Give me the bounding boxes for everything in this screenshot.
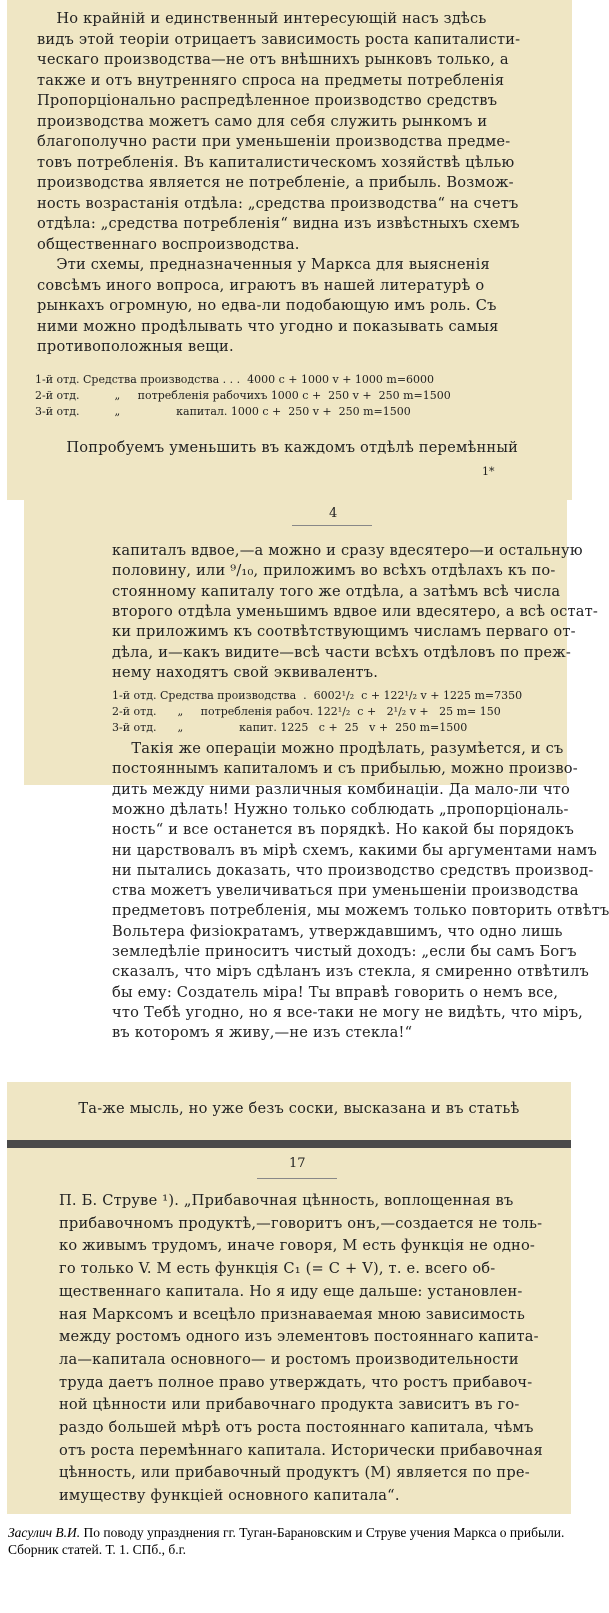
text-line: производства является не потребленіе, а прибыль. Возмож-: [37, 174, 514, 191]
text-line: дѣла, и—какъ видите—всѣ части всѣхъ отдѣловъ по преж-: [112, 643, 571, 661]
text-line: благополучно расти при уменьшеніи производства предме-: [37, 133, 511, 150]
page-1-last-line: Попробуемъ уменьшить въ каждомъ отдѣлѣ перемѣнный: [47, 439, 519, 456]
text-line: Пропорціонально распредѣленное производство средствъ: [37, 92, 498, 109]
text-line: отъ роста перемѣннаго капитала. Исторически прибавочная: [59, 1441, 543, 1459]
scan-divider: [7, 1140, 571, 1148]
text-line: производства можетъ само для себя служить рынкомъ и: [37, 112, 488, 130]
text-line: отдѣла: „средства потребленія“ видна изъ извѣстныхъ схемъ: [37, 215, 520, 232]
text-line: видъ этой теоріи отрицаетъ зависимость роста капиталисти-: [37, 30, 521, 48]
text-line: также и отъ внутренняго спроса на предметы потребленія: [37, 71, 505, 89]
text-line: половину, или ⁹/₁₀, приложимъ во всѣхъ отдѣлахъ къ по-: [112, 562, 556, 580]
page-number-rule: [292, 525, 372, 526]
text-line: земледѣліе приноситъ чистый доходъ: „если бы самъ Богъ: [112, 943, 577, 960]
text-line: труда даетъ полное право утверждать, что ростъ прибавоч-: [59, 1373, 533, 1391]
text-line: щественнаго капитала. Но я иду еще дальше: установлен-: [59, 1282, 523, 1300]
scan-page-2: [24, 500, 609, 1042]
text-line: капиталъ вдвое,—а можно и сразу вдесятеро—и остальную: [112, 542, 583, 559]
table-row: 2-й отд. „ потребленія рабоч. 122¹/₂ c + 2¹/₂ v + 25 m= 150: [112, 705, 501, 718]
scan-page-1: [7, 0, 572, 500]
text-line: въ которомъ я живу,—не изъ стекла!“: [112, 1024, 413, 1042]
table-row: 3-й отд. „ капит. 1225 c + 25 v + 250 m=1500: [112, 721, 468, 734]
text-line: имуществу функціей основного капитала“.: [59, 1487, 400, 1505]
text-line: П. Б. Струве ¹). „Прибавочная цѣнность, воплощенная въ: [59, 1192, 514, 1209]
table-row: 2-й отд. „ потребленія рабочихъ 1000 c + 250 v + 250 m=1500: [35, 389, 451, 402]
text-line: товъ потребленія. Въ капиталистическомъ хозяйствѣ цѣлью: [37, 153, 515, 171]
page-number: 17: [289, 1156, 306, 1171]
text-line: ческаго производства—не отъ внѣшнихъ рынковъ только, а: [37, 51, 509, 68]
text-line: рынкахъ огромную, но едва-ли подобающую имъ роль. Съ: [37, 297, 497, 314]
text-line: бы ему: Создатель міра! Ты вправѣ говорить о немъ все,: [112, 983, 559, 1001]
text-line: ки приложимъ къ соотвѣтствующимъ числамъ перваго от-: [112, 623, 576, 641]
table-row: 3-й отд. „ капитал. 1000 c + 250 v + 250 m=1500: [35, 405, 411, 418]
text-line: противоположныя вещи.: [37, 338, 234, 355]
caption-author: Засулич В.И.: [8, 1525, 81, 1540]
text-line: ла—капитала основного— и ростомъ производительности: [59, 1350, 519, 1368]
text-line: Такія же операціи можно продѣлать, разумѣется, и съ: [112, 740, 564, 757]
source-caption: [8, 1524, 598, 1558]
text-line: предметовъ потребленія, мы можемъ только повторить отвѣтъ: [112, 902, 609, 920]
page-3-line: Та-же мысль, но уже безъ соски, высказана и въ статьѣ: [59, 1100, 520, 1117]
text-line: ность возрастанія отдѣла: „средства производства“ на счетъ: [37, 194, 519, 212]
text-line: общественнаго воспроизводства.: [37, 235, 300, 253]
text-line: между ростомъ одного изъ элементовъ постояннаго капита-: [59, 1328, 539, 1346]
text-line: Но крайній и единственный интересующій насъ здѣсь: [37, 10, 487, 27]
text-line: Эти схемы, предназначенныя у Маркса для выясненія: [37, 256, 490, 273]
text-line: ства можетъ увеличиваться при уменьшеніи производства: [112, 882, 579, 900]
signature-mark: 1*: [482, 465, 495, 478]
text-line: нему находятъ свой эквивалентъ.: [112, 663, 379, 681]
text-line: ная Марксомъ и всецѣло признаваемая мною зависимость: [59, 1305, 525, 1323]
text-line: что Тебѣ угодно, но я все-таки не могу не видѣть, что міръ,: [112, 1003, 584, 1021]
text-line: постояннымъ капиталомъ и съ прибылью, можно произво-: [112, 760, 578, 778]
page-number-rule: [257, 1178, 337, 1179]
text-line: второго отдѣла уменьшимъ вдвое или вдесятеро, а всѣ остат-: [112, 602, 599, 620]
caption-text: По поводу упразднения гг. Туган-Барановским и Струве учения Маркса о прибыли. Сборник статей. Т. 1. СПб., б.г.: [8, 1525, 565, 1557]
text-line: сказалъ, что міръ сдѣланъ изъ стекла, я смиренно отвѣтилъ: [112, 963, 589, 981]
scan-page-3: [7, 1082, 571, 1140]
scan-page-4: [7, 1148, 571, 1514]
text-line: дить между ними различныя комбинаціи. Да мало-ли что: [112, 780, 571, 798]
text-line: ность“ и все останется въ порядкѣ. Но какой бы порядокъ: [112, 821, 574, 839]
page-number: 4: [329, 506, 338, 521]
text-line: стоянному капиталу того же отдѣла, а затѣмъ всѣ числа: [112, 582, 561, 600]
text-line: цѣнность, или прибавочный продуктъ (M) является по пре-: [59, 1464, 530, 1482]
text-line: ной цѣнности или прибавочнаго продукта зависитъ въ го-: [59, 1396, 520, 1414]
table-row: 1-й отд. Средства производства . . . 4000 c + 1000 v + 1000 m=6000: [35, 373, 435, 386]
text-line: го только V. M есть функція C₁ (= C + V), т. е. всего об-: [59, 1260, 496, 1278]
text-line: раздо большей мѣрѣ отъ роста постояннаго капитала, чѣмъ: [59, 1419, 534, 1436]
table-row: 1-й отд. Средства производства . 6002¹/₂ c + 122¹/₂ v + 1225 m=7350: [112, 689, 523, 702]
text-line: Вольтера физіократамъ, утверждавшимъ, что одно лишь: [112, 922, 563, 940]
text-line: можно дѣлать! Нужно только соблюдать „пропорціональ-: [112, 800, 569, 818]
text-line: прибавочномъ продуктѣ,—говоритъ онъ,—создается не толь-: [59, 1214, 543, 1232]
text-line: ко живымъ трудомъ, иначе говоря, M есть функція не одно-: [59, 1237, 536, 1255]
text-line: совсѣмъ иного вопроса, играютъ въ нашей литературѣ о: [37, 276, 485, 294]
text-line: ни царствовалъ въ мірѣ схемъ, какими бы аргументами намъ: [112, 841, 597, 859]
text-line: ними можно продѣлывать что угодно и показывать самыя: [37, 317, 499, 335]
text-line: ни пытались доказать, что производство средствъ производ-: [112, 861, 594, 879]
